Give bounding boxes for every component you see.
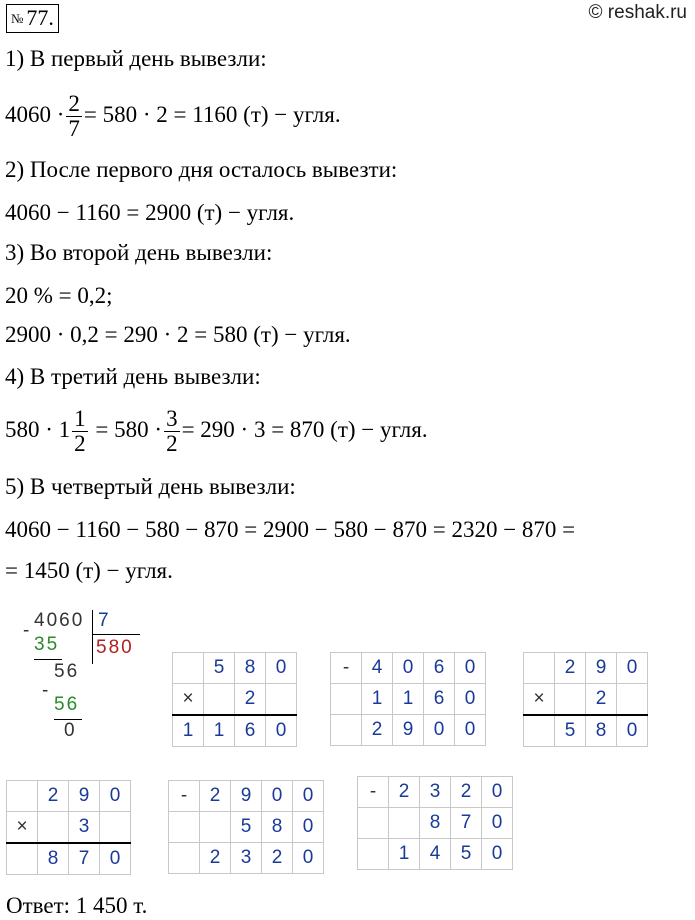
cell: 0 (617, 715, 648, 747)
cell: 9 (586, 653, 617, 684)
cell (524, 715, 555, 747)
cell: 4 (420, 839, 451, 870)
step5-expression-b: = 1450 (т) − угля. (5, 558, 173, 583)
problem-number (6, 4, 59, 33)
cell (169, 843, 200, 874)
cell (38, 812, 69, 844)
cell: 0 (266, 715, 297, 747)
cell: 0 (455, 715, 486, 746)
cell (331, 715, 362, 746)
calc-multiply-290-3 (6, 780, 131, 875)
answer: Ответ: 1 450 т. (6, 893, 148, 918)
cell: 8 (38, 843, 69, 875)
operator-sign: × (7, 812, 38, 844)
cell: 1 (362, 684, 393, 715)
cell: 6 (424, 653, 455, 684)
step4-num1: 1 (74, 406, 86, 431)
cell: 7 (451, 808, 482, 839)
step5-expression-a: 4060 − 1160 − 580 − 870 = 2900 − 580 − 870 = 2320 − 870 = (5, 517, 576, 542)
cell: 0 (482, 777, 513, 808)
cell: 2 (586, 684, 617, 716)
cell (173, 653, 204, 684)
cell: 0 (262, 781, 293, 812)
cell: 8 (262, 812, 293, 843)
cell: 3 (69, 812, 100, 844)
cell: 0 (617, 653, 648, 684)
cell: 0 (293, 781, 324, 812)
divisor: 7 (98, 610, 109, 631)
cell (200, 812, 231, 843)
cell (358, 808, 389, 839)
step2-expression: 4060 − 1160 = 2900 (т) − угля. (5, 200, 295, 225)
step4-mid: = 580 · (95, 416, 163, 442)
cell: 2 (262, 843, 293, 874)
operator-sign: - (358, 777, 389, 808)
cell: 2 (200, 781, 231, 812)
cell (204, 684, 235, 716)
cell: 0 (482, 839, 513, 870)
step4-den1: 2 (74, 431, 86, 456)
step1-den: 7 (68, 116, 80, 141)
cell (100, 812, 131, 844)
calc-multiply-290-2 (523, 652, 648, 747)
step4-lhs: 580 · 1 (5, 416, 71, 442)
step3-expression-a: 20 % = 0,2; (5, 283, 113, 308)
cell: 9 (69, 781, 100, 812)
subtrahend-2: 56 (54, 694, 80, 715)
cell: 2 (38, 781, 69, 812)
step4-rhs: = 290 · 3 = 870 (т) − угля. (181, 416, 428, 442)
cell: 6 (235, 715, 266, 747)
step4-fraction (164, 407, 180, 456)
quotient: 580 (96, 637, 134, 658)
cell: 1 (173, 715, 204, 747)
cell: 6 (424, 684, 455, 715)
cell: 9 (231, 781, 262, 812)
cell: 1 (393, 684, 424, 715)
step4-den2: 2 (166, 431, 178, 456)
step2-heading: 2) После первого дня осталось вывезти: (5, 157, 398, 182)
cell: 0 (100, 781, 131, 812)
calc-subtract-2900-580 (168, 780, 324, 874)
cell (7, 843, 38, 875)
subtrahend-1: 35 (34, 634, 60, 655)
number-sign: № (11, 11, 24, 26)
operator-sign: - (331, 653, 362, 684)
dividend: 4060 (34, 610, 85, 631)
operator-sign: × (173, 684, 204, 716)
remainder-2: 0 (64, 720, 75, 741)
cell: 2 (200, 843, 231, 874)
cell: 0 (393, 653, 424, 684)
cell: 1 (389, 839, 420, 870)
long-division (20, 606, 150, 746)
cell: 0 (266, 653, 297, 684)
cell (266, 684, 297, 716)
cell: 0 (455, 653, 486, 684)
step4-num2: 3 (166, 406, 178, 431)
cell (358, 839, 389, 870)
step3-expression-b: 2900 · 0,2 = 290 · 2 = 580 (т) − угля. (5, 322, 351, 347)
cell: 8 (586, 715, 617, 747)
division-line-1 (34, 659, 62, 660)
cell: 0 (100, 843, 131, 875)
cell: 3 (231, 843, 262, 874)
number-value: 77. (26, 5, 54, 30)
division-vertical-line (92, 610, 93, 664)
step1-num: 2 (68, 91, 80, 116)
cell: 5 (231, 812, 262, 843)
cell: 7 (69, 843, 100, 875)
cell: 0 (455, 684, 486, 715)
remainder-1: 56 (54, 661, 80, 682)
step4-heading: 4) В третий день вывезли: (5, 364, 261, 389)
cell: 1 (204, 715, 235, 747)
cell: 2 (362, 715, 393, 746)
cell: 0 (293, 843, 324, 874)
cell: 0 (482, 808, 513, 839)
minus-1: - (23, 620, 30, 641)
cell: 8 (420, 808, 451, 839)
cell: 2 (555, 653, 586, 684)
minus-2: - (42, 680, 49, 701)
step3-heading: 3) Во второй день вывезли: (5, 240, 273, 265)
cell: 9 (393, 715, 424, 746)
cell: 5 (555, 715, 586, 747)
operator-sign: - (169, 781, 200, 812)
step1-fraction (66, 92, 82, 141)
cell: 0 (424, 715, 455, 746)
cell: 2 (451, 777, 482, 808)
step1-lhs: 4060 · (5, 101, 65, 127)
cell: 8 (235, 653, 266, 684)
cell (169, 812, 200, 843)
cell: 4 (362, 653, 393, 684)
cell: 2 (235, 684, 266, 716)
watermark: © reshak.ru (588, 2, 687, 23)
divisor-underline (92, 634, 140, 635)
calc-subtract-4060-1160 (330, 652, 486, 746)
cell: 3 (420, 777, 451, 808)
step1-heading: 1) В первый день вывезли: (5, 46, 267, 71)
cell (617, 684, 648, 716)
cell (389, 808, 420, 839)
cell: 5 (204, 653, 235, 684)
cell (7, 781, 38, 812)
step4-expression (5, 407, 428, 456)
cell (331, 684, 362, 715)
cell (555, 684, 586, 716)
step5-heading: 5) В четвертый день вывезли: (5, 474, 296, 499)
cell: 0 (293, 812, 324, 843)
cell: 5 (451, 839, 482, 870)
cell (524, 653, 555, 684)
calc-multiply-580-2 (172, 652, 297, 747)
step4-fraction-mixed (72, 407, 88, 456)
cell: 2 (389, 777, 420, 808)
step1-expression (5, 92, 341, 141)
step1-rhs: = 580 · 2 = 1160 (т) − угля. (83, 101, 341, 127)
operator-sign: × (524, 684, 555, 716)
calc-subtract-2320-870 (357, 776, 513, 870)
